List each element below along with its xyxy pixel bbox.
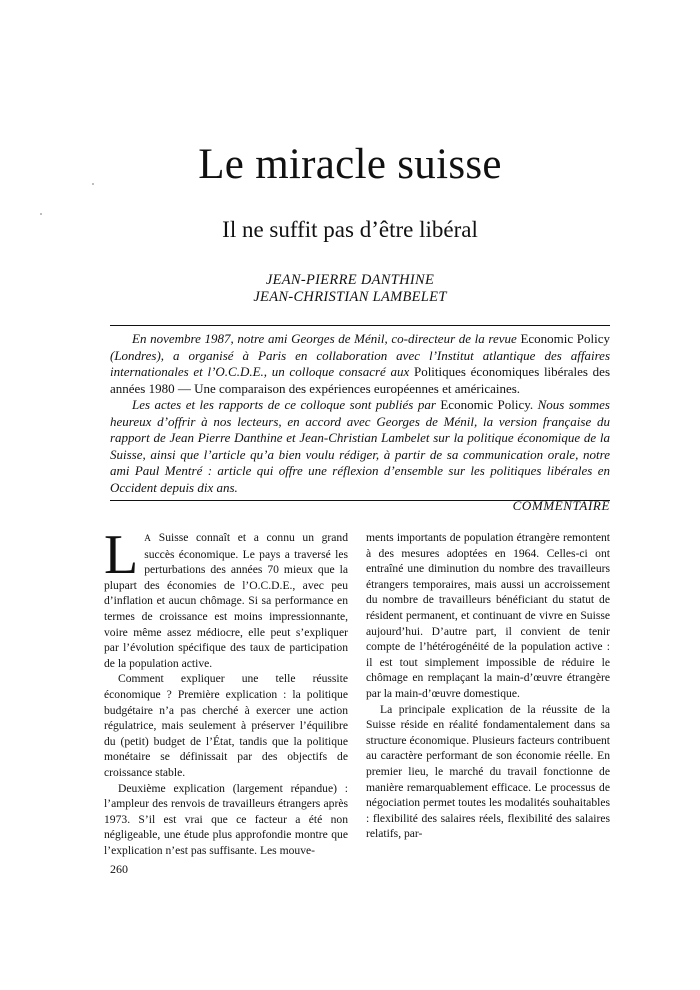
article-title: Le miracle suisse: [198, 141, 502, 188]
journal-name: Economic Policy: [520, 331, 610, 346]
intro-text: Les actes et les rapports de ce colloque sont publiés par: [132, 397, 441, 412]
scan-speck: [40, 213, 42, 215]
top-rule: [110, 325, 610, 326]
page-number: 260: [110, 862, 128, 876]
body-column-right: [366, 530, 610, 842]
body-paragraph: Deuxième explication (largement répandue) : l’ampleur des renvois de travailleurs étrangers après 1973. S’il est vrai que ce facteur a été non négligeable, une étude plus approfondie montre que l’explication n’est pas suffisante. Les mouve-: [104, 781, 348, 857]
journal-name: Economic Policy.: [440, 397, 534, 412]
author-name: JEAN-CHRISTIAN LAMBELET: [253, 289, 447, 305]
small-caps-lead: A: [144, 533, 152, 543]
author-name: JEAN-PIERRE DANTHINE: [265, 272, 435, 288]
body-paragraph: [104, 524, 348, 671]
intro-text: Nous sommes heureux d’offrir à nos lecteurs, en accord avec Georges de Ménil, la version française du rapport de Jean Pierre Danthine et Jean-Christian Lambelet sur la politique économique de la Suisse, ainsi que l’article qu’a bien voulu rédiger, à partir de sa communication orale, notre ami Paul Mentré : article qui offre une réflexion d’ensemble sur les politiques libérales en Occident depuis dix ans.: [110, 397, 610, 495]
bottom-rule: [110, 500, 610, 501]
drop-cap: L: [104, 524, 139, 586]
editorial-signature: COMMENTAIRE: [512, 498, 610, 513]
body-paragraph: ments importants de population étrangère remontent à des mesures adoptées en 1964. Celles-ci ont entraîné une diminution du nombre des travailleurs étrangers temporaires, mais aussi un accroissement du nombre de travailleurs bénéficiant du statut de résident permanent, et continuant de vivre en Suisse aujourd’hui. D’autre part, il convient de tenir compte de l’hétérogénéité de la population active : il est tout simplement impossible de réduire le chômage en remplaçant la main-d’œuvre étrangère par la main-d’œuvre domestique.: [366, 531, 610, 700]
body-paragraph: La principale explication de la réussite de la Suisse réside en réalité fondamentalement dans sa structure économique. Plusieurs facteurs contribuent au caractère performant de son économie réelle. En premier lieu, le marché du travail fonctionne de manière remarquablement efficace. Le processus de négociation permet toutes les modalités souhaitables : flexibilité des salaires réels, flexibilité des salaires relatifs, par-: [366, 702, 610, 841]
colloquium-title: Politiques économiques libérales des années 1980 — Une comparaison des expériences européennes et américaines.: [110, 364, 610, 396]
body-column-left: [104, 524, 348, 858]
intro-paragraph: [110, 397, 610, 496]
article-subtitle: Il ne suffit pas d’être libéral: [222, 217, 478, 242]
intro-paragraph: [110, 331, 610, 397]
authors-block: [0, 272, 700, 306]
body-paragraph: Comment expliquer une telle réussite économique ? Première explication : la politique budgétaire n’a pas cherché à exercer une action régulatrice, mais seulement à préserver l’équilibre du (petit) budget de l’État, tandis que la politique monétaire se définissait par des objectifs de croissance stable.: [104, 672, 348, 779]
intro-text: (Londres), a organisé à Paris en collaboration avec l’Institut atlantique des affaires internationales et l’O.C.D.E., un colloque consacré aux: [110, 347, 610, 379]
body-text: Suisse connaît et a connu un grand succès économique. Le pays a traversé les perturbations des années 70 mieux que la plupart des économies de l’O.C.D.E., avec peu d’inflation et aucun chômage. Si sa performance en termes de croissance est moins impressionnante, voire même assez médiocre, elle peut s’expliquer par l’évolution spécifique des taux de participation de la population active.: [104, 531, 348, 670]
intro-text: En novembre 1987, notre ami Georges de Ménil, co-directeur de la revue: [132, 331, 521, 346]
editorial-intro: [110, 331, 610, 515]
